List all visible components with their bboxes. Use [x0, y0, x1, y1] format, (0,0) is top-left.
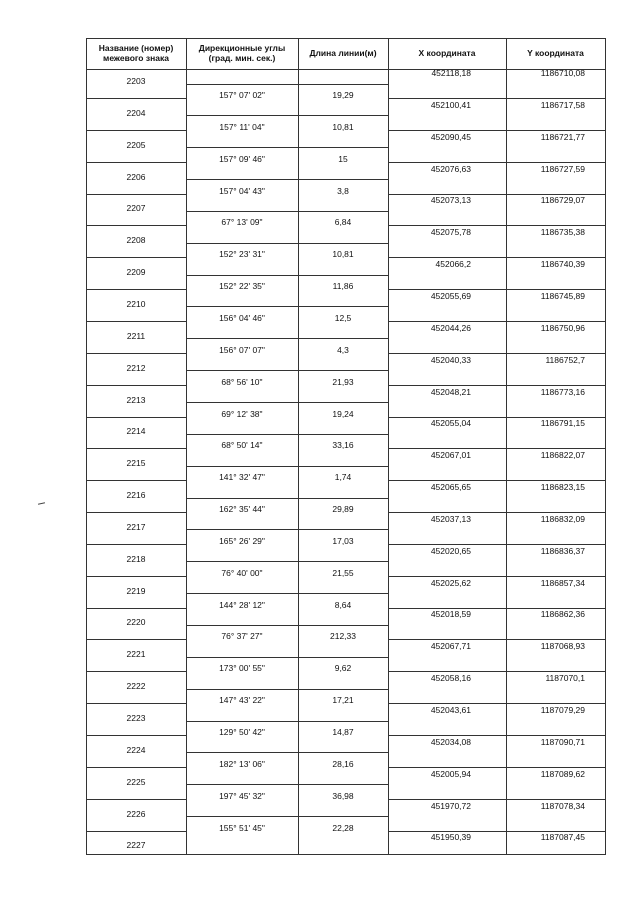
direction-angle-cell: 76° 40' 00" [221, 567, 263, 578]
x-coordinate-cell: 452020,65 [430, 545, 471, 556]
line-length-cell: 212,33 [330, 631, 356, 642]
point-rule [86, 194, 186, 195]
direction-angle-cell: 162° 35' 44" [219, 504, 265, 515]
header-x-coordinate: X координата [418, 48, 476, 58]
line-length-cell: 29,89 [332, 504, 354, 515]
point-name-cell: 2205 [126, 139, 146, 150]
point-rule [86, 417, 186, 418]
point-name-cell: 2213 [126, 394, 146, 405]
line-length-cell: 4,3 [337, 344, 349, 355]
point-name-cell: 2204 [126, 107, 146, 118]
point-rule [86, 639, 186, 640]
direction-angle-cell: 152° 22' 35" [219, 281, 265, 292]
x-coordinate-cell: 452005,94 [430, 768, 471, 779]
segment-rule [186, 784, 388, 785]
table-column-rule [506, 38, 507, 854]
line-length-cell: 21,93 [332, 376, 354, 387]
point-name-cell: 2226 [126, 808, 146, 819]
line-length-cell: 21,55 [332, 567, 354, 578]
direction-angle-cell: 69° 12' 38" [221, 408, 263, 419]
y-coordinate-cell: 1186710,08 [540, 68, 585, 78]
x-coordinate-cell: 452067,01 [430, 450, 471, 461]
segment-rule [186, 84, 388, 85]
y-coordinate-cell: 1187079,29 [540, 705, 585, 715]
segment-rule [186, 115, 388, 116]
x-coordinate-cell: 452025,62 [430, 577, 471, 588]
y-coordinate-cell: 1187089,62 [540, 768, 585, 779]
point-name-cell: 2212 [126, 362, 146, 373]
direction-angle-cell: 157° 04' 43" [219, 185, 265, 196]
point-name-cell: 2211 [126, 330, 146, 341]
x-coordinate-cell: 452100,41 [430, 99, 471, 110]
direction-angle-cell: 155° 51' 45" [219, 822, 265, 833]
segment-rule [186, 338, 388, 339]
x-coordinate-cell: 452055,04 [430, 418, 471, 429]
point-name-cell: 2222 [126, 681, 146, 692]
point-rule [86, 576, 186, 577]
point-name-cell: 2221 [126, 649, 146, 660]
x-coordinate-cell: 452040,33 [430, 354, 471, 365]
x-coordinate-cell: 452018,59 [430, 609, 471, 620]
segment-rule [186, 370, 388, 371]
segment-rule [186, 561, 388, 562]
point-rule [86, 799, 186, 800]
direction-angle-cell: 173° 00' 55" [219, 663, 265, 674]
direction-angle-cell: 165° 26' 29" [219, 535, 265, 546]
x-coordinate-cell: 452058,16 [430, 673, 471, 684]
y-coordinate-cell: 1186862,36 [540, 609, 585, 620]
point-rule [86, 130, 186, 131]
line-length-cell: 19,29 [332, 90, 354, 100]
direction-angle-cell: 68° 56' 10" [221, 376, 263, 387]
line-length-cell: 12,5 [334, 312, 352, 323]
line-length-cell: 22,28 [332, 822, 354, 833]
segment-rule [186, 752, 388, 753]
y-coordinate-cell: 1186791,15 [540, 418, 585, 429]
point-name-cell: 2223 [126, 713, 146, 723]
direction-angle-cell: 129° 50' 42" [219, 727, 265, 737]
table-top-rule [86, 38, 606, 39]
point-name-cell: 2227 [126, 840, 146, 851]
line-length-cell: 33,16 [332, 440, 354, 451]
table-column-rule [388, 38, 389, 854]
segment-rule [186, 593, 388, 594]
line-length-cell: 10,81 [332, 121, 354, 132]
segment-rule [186, 147, 388, 148]
point-name-cell: 2225 [126, 776, 146, 787]
x-coordinate-cell: 452075,78 [430, 227, 471, 238]
y-coordinate-cell: 1186735,38 [540, 227, 585, 238]
y-coordinate-cell: 1186729,07 [540, 195, 585, 206]
point-rule [86, 831, 186, 832]
point-name-cell: 2203 [126, 76, 146, 86]
line-length-cell: 8,64 [334, 599, 352, 610]
x-coordinate-cell: 452034,08 [430, 736, 471, 747]
segment-rule [186, 211, 388, 212]
point-name-cell: 2210 [126, 298, 146, 309]
direction-angle-cell: 156° 04' 46" [219, 312, 265, 323]
direction-angle-cell: 147° 43' 22" [219, 695, 265, 706]
line-length-cell: 3,8 [337, 185, 349, 196]
point-name-cell: 2217 [126, 521, 146, 532]
x-coordinate-cell: 452067,71 [430, 641, 471, 652]
x-coordinate-cell: 451970,72 [430, 800, 471, 811]
y-coordinate-cell: 1186822,07 [540, 450, 585, 461]
y-coordinate-cell: 1186717,58 [540, 99, 585, 110]
x-coordinate-cell: 452037,13 [430, 513, 471, 524]
y-coordinate-cell: 1187068,93 [540, 641, 585, 652]
table-bottom-rule [86, 854, 606, 855]
segment-rule [186, 657, 388, 658]
y-coordinate-cell: 1187090,71 [540, 736, 585, 747]
point-rule [86, 544, 186, 545]
point-rule [86, 225, 186, 226]
point-rule [86, 608, 186, 609]
point-rule [86, 353, 186, 354]
segment-rule [186, 466, 388, 467]
point-name-cell: 2207 [126, 203, 146, 214]
point-rule [86, 98, 186, 99]
point-rule [86, 703, 186, 704]
x-coordinate-cell: 452044,26 [430, 322, 471, 333]
point-rule [86, 671, 186, 672]
y-coordinate-cell: 1186823,15 [540, 482, 585, 493]
direction-angle-cell: 67° 13' 09" [221, 217, 263, 228]
point-rule [86, 257, 186, 258]
segment-rule [186, 721, 388, 722]
x-coordinate-cell: 452043,61 [430, 705, 471, 715]
segment-rule [186, 625, 388, 626]
point-name-cell: 2214 [126, 426, 146, 437]
header-line-length: Длина линии(м) [309, 48, 377, 58]
y-coordinate-cell: 1186773,16 [540, 386, 585, 397]
line-length-cell: 19,24 [332, 408, 354, 419]
direction-angle-cell: 157° 09' 46" [219, 153, 265, 164]
y-coordinate-cell: 1186836,37 [540, 545, 585, 556]
x-coordinate-cell: 452055,69 [430, 290, 471, 301]
point-rule [86, 767, 186, 768]
point-rule [86, 512, 186, 513]
line-length-cell: 17,21 [332, 695, 354, 706]
line-length-cell: 36,98 [332, 790, 354, 801]
y-coordinate-cell: 1187078,34 [540, 800, 585, 811]
point-name-cell: 2215 [126, 458, 146, 469]
direction-angle-cell: 68° 50' 14" [221, 440, 263, 451]
x-coordinate-cell: 452118,18 [431, 68, 471, 78]
point-name-cell: 2224 [126, 744, 146, 755]
segment-rule [186, 275, 388, 276]
line-length-cell: 10,81 [332, 249, 354, 260]
y-coordinate-cell: 1186721,77 [540, 131, 585, 142]
table-column-rule [86, 38, 87, 854]
x-coordinate-cell: 452066,2 [435, 259, 471, 270]
segment-rule [186, 529, 388, 530]
y-coordinate-cell: 1186745,89 [540, 290, 585, 301]
direction-angle-cell: 157° 07' 02" [219, 90, 265, 100]
point-rule [86, 448, 186, 449]
point-name-cell: 2209 [126, 267, 146, 278]
line-length-cell: 11,86 [332, 281, 354, 292]
x-coordinate-cell: 452073,13 [430, 195, 471, 206]
line-length-cell: 9,62 [334, 663, 352, 674]
y-coordinate-cell: 1186727,59 [540, 163, 585, 174]
segment-rule [186, 816, 388, 817]
point-rule [86, 735, 186, 736]
point-rule [86, 162, 186, 163]
point-rule [86, 385, 186, 386]
point-name-cell: 2206 [126, 171, 146, 182]
point-rule [86, 480, 186, 481]
direction-angle-cell: 156° 07' 07" [219, 344, 265, 355]
y-coordinate-cell: 1186857,34 [540, 577, 585, 588]
segment-rule [186, 402, 388, 403]
segment-rule [186, 243, 388, 244]
point-name-cell: 2218 [126, 553, 146, 564]
point-name-cell: 2220 [126, 617, 146, 628]
y-coordinate-cell: 1186832,09 [540, 513, 585, 524]
direction-angle-cell: 141° 32' 47" [219, 472, 265, 483]
stray-mark [38, 502, 45, 504]
direction-angle-cell: 157° 11' 04" [219, 121, 265, 132]
segment-rule [186, 498, 388, 499]
header-direction-angle: Дирекционные углы (град. мин. сек.) [198, 43, 286, 63]
x-coordinate-cell: 452090,45 [430, 131, 471, 142]
line-length-cell: 15 [338, 153, 348, 164]
direction-angle-cell: 197° 45' 32" [219, 790, 265, 801]
y-coordinate-cell: 1187087,45 [540, 832, 585, 843]
x-coordinate-cell: 452065,65 [430, 482, 471, 493]
point-name-cell: 2208 [126, 235, 146, 246]
y-coordinate-cell: 1186750,96 [540, 322, 585, 333]
line-length-cell: 17,03 [332, 535, 354, 546]
y-coordinate-cell: 1186740,39 [540, 259, 585, 270]
y-coordinate-cell: 1187070,1 [545, 673, 585, 684]
x-coordinate-cell: 451950,39 [430, 832, 471, 843]
direction-angle-cell: 144° 28' 12" [219, 599, 265, 610]
segment-rule [186, 306, 388, 307]
header-point-name: Название (номер) межевого знака [98, 43, 174, 63]
table-column-rule [605, 38, 606, 854]
header-y-coordinate: Y координата [527, 48, 584, 58]
point-name-cell: 2216 [126, 490, 146, 501]
line-length-cell: 6,84 [334, 217, 352, 228]
x-coordinate-cell: 452076,63 [430, 163, 471, 174]
segment-rule [186, 179, 388, 180]
line-length-cell: 28,16 [332, 758, 354, 769]
line-length-cell: 1,74 [334, 472, 352, 483]
segment-rule [186, 434, 388, 435]
direction-angle-cell: 152° 23' 31" [219, 249, 265, 260]
direction-angle-cell: 182° 13' 06" [219, 758, 265, 769]
point-rule [86, 321, 186, 322]
line-length-cell: 14,87 [332, 727, 354, 737]
direction-angle-cell: 76° 37' 27" [221, 631, 263, 642]
point-name-cell: 2219 [126, 585, 146, 596]
y-coordinate-cell: 1186752,7 [545, 354, 585, 365]
point-rule [86, 289, 186, 290]
segment-rule [186, 689, 388, 690]
x-coordinate-cell: 452048,21 [430, 386, 471, 397]
